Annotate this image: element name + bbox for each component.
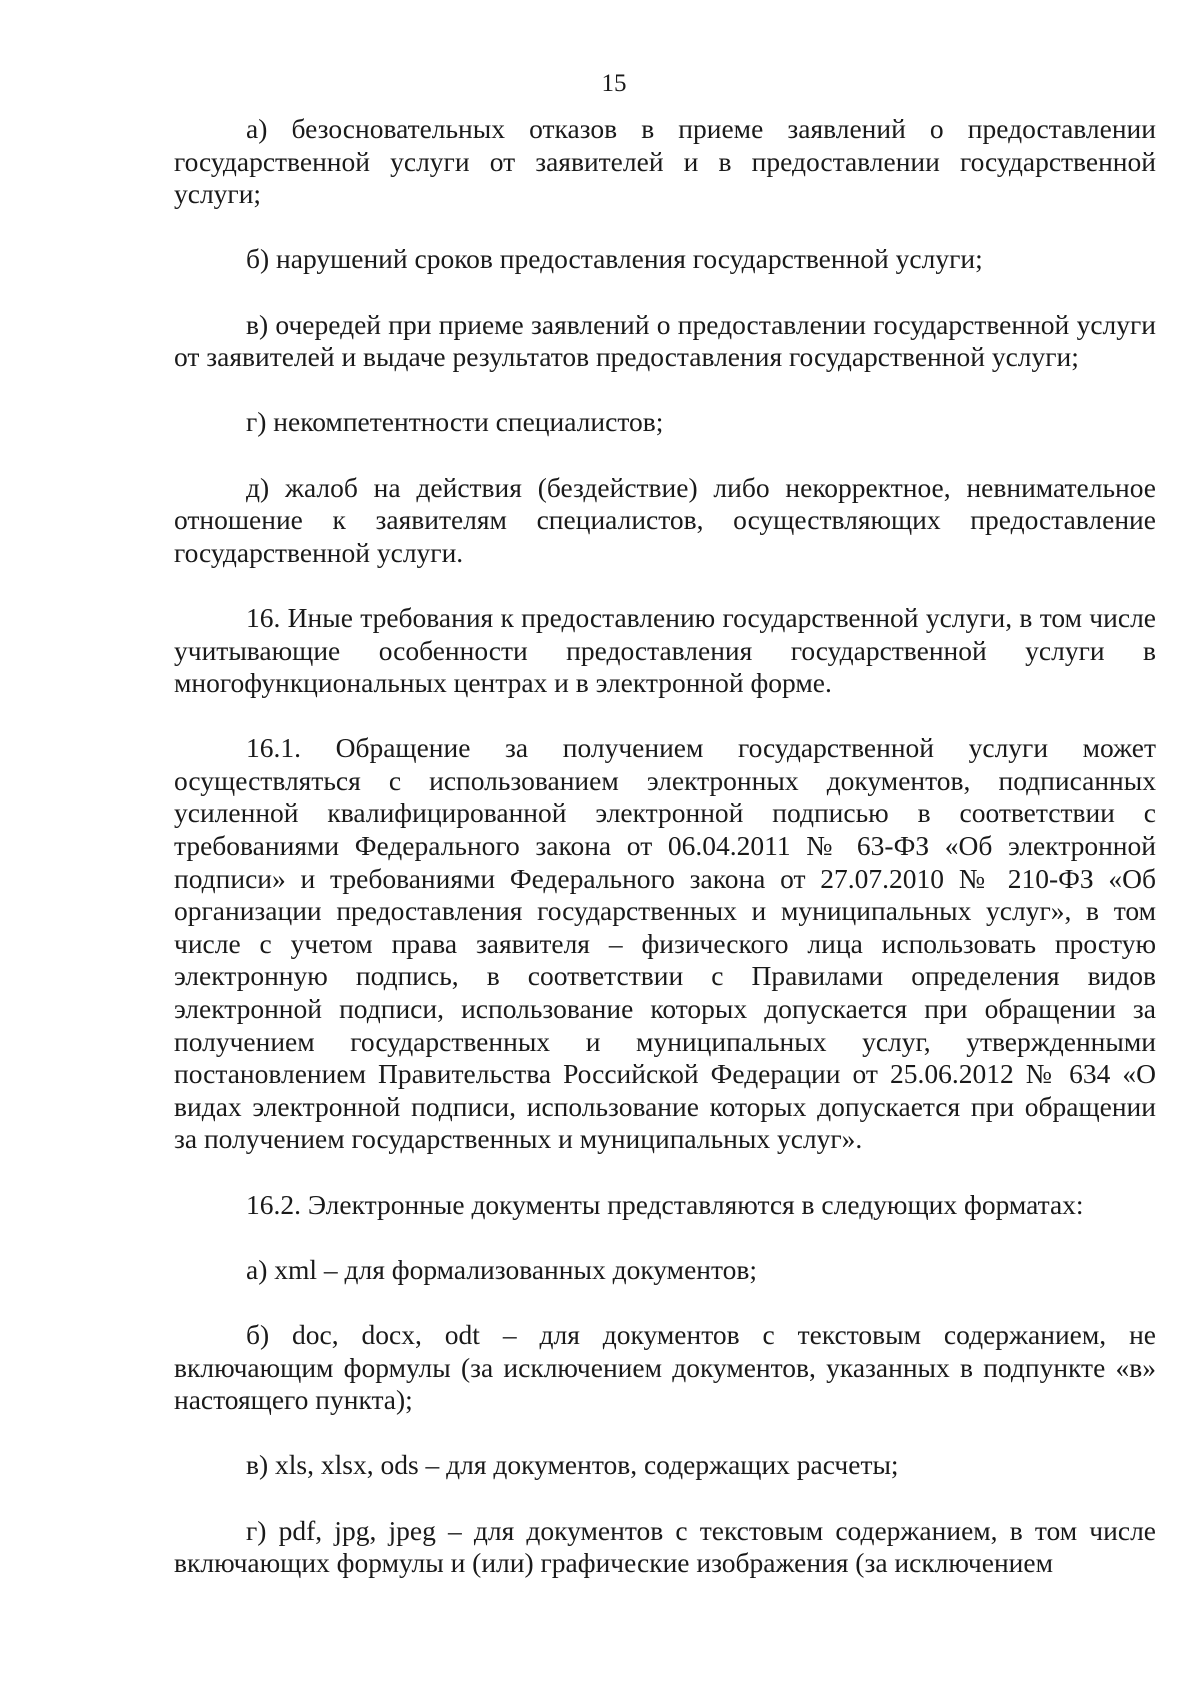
paragraph-format-doc: б) doc, docx, odt – для документов с текстовым содержанием, не включающим формулы (за исключением документов, указанных в подпункте «в» настоящего пункта); bbox=[174, 1318, 1156, 1416]
paragraph-item-d: д) жалоб на действия (бездействие) либо некорректное, невнимательное отношение к заявителям специалистов, осуществляющих предоставление государственной услуги. bbox=[174, 471, 1156, 568]
paragraph-format-pdf: г) pdf, jpg, jpeg – для документов с текстовым содержанием, в том числе включающих формулы и (или) графические изображения (за исключением bbox=[174, 1514, 1156, 1579]
paragraph-section-16-1: 16.1. Обращение за получением государственной услуги может осуществляться с использованием электронных документов, подписанных усиленной квалифицированной электронной подписью в соответствии с требованиями Федерального закона от 06.04.2011 № 63-ФЗ «Об электронной подписи» и требованиями Федерального закона от 27.07.2010 № 210-ФЗ «Об организации предоставления государственных и муниципальных услуг», в том числе с учетом права заявителя – физического лица использовать простую электронную подпись, в соответствии с Правилами определения видов электронной подписи, использование которых допускается при обращении за получением государственных и муниципальных услуг, утвержденными постановлением Правительства Российской Федерации от 25.06.2012 № 634 «О видах электронной подписи, использование которых допускается при обращении за получением государственных и муниципальных услуг». bbox=[174, 732, 1156, 1155]
paragraph-item-v: в) очередей при приеме заявлений о предоставлении государственной услуги от заявителей и выдаче результатов предоставления государственной услуги; bbox=[174, 308, 1156, 373]
paragraph-section-16-2: 16.2. Электронные документы представляются в следующих форматах: bbox=[246, 1188, 1084, 1220]
paragraph-item-a: а) безосновательных отказов в приеме заявлений о предоставлении государственной услуги от заявителей и в предоставлении государственной услуги; bbox=[174, 113, 1156, 210]
paragraph-section-16: 16. Иные требования к предоставлению государственной услуги, в том числе учитывающие особенности предоставления государственной услуги в многофункциональных центрах и в электронной форме. bbox=[174, 601, 1156, 699]
paragraph-format-xls: в) xls, xlsx, ods – для документов, содержащих расчеты; bbox=[246, 1449, 899, 1481]
page-number: 15 bbox=[601, 70, 627, 97]
paragraph-item-b: б) нарушений сроков предоставления государственной услуги; bbox=[246, 243, 983, 275]
paragraph-format-xml: а) xml – для формализованных документов; bbox=[246, 1253, 758, 1285]
paragraph-item-g: г) некомпетентности специалистов; bbox=[246, 406, 664, 438]
document-body bbox=[174, 113, 1156, 1580]
